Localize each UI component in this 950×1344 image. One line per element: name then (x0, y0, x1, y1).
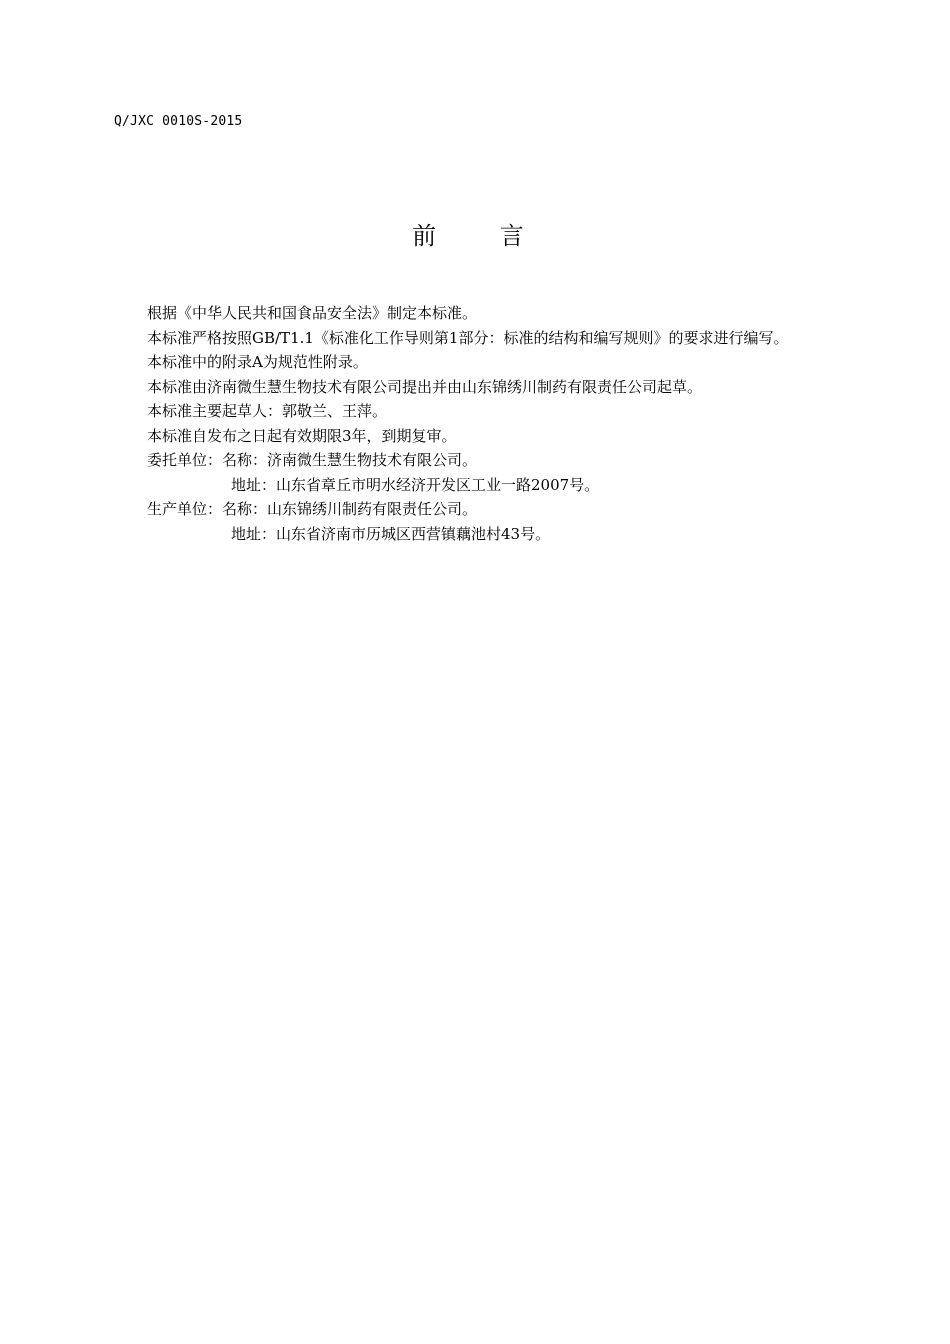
page-title: 前 言 (412, 222, 552, 250)
paragraph-drafters: 本标准主要起草人：郭敬兰、王萍。 (147, 402, 388, 420)
foreword-body (147, 301, 887, 546)
production-unit-name: 生产单位：名称：山东锦绣川制药有限责任公司。 (147, 500, 478, 518)
paragraph-validity: 本标准自发布之日起有效期限3年，到期复审。 (147, 426, 457, 445)
entrusting-unit-name: 委托单位：名称：济南微生慧生物技术有限公司。 (147, 451, 478, 469)
paragraph-proposer: 本标准由济南微生慧生物技术有限公司提出并由山东锦绣川制药有限责任公司起草。 (147, 377, 703, 396)
paragraph-drafting-rules: 本标准严格按照GB/T1.1《标准化工作导则第1部分：标准的结构和编写规则》的要求进行编写。 (147, 328, 789, 347)
entrusting-unit-address: 地址：山东省章丘市明水经济开发区工业一路2007号。 (231, 475, 600, 494)
paragraph-appendix: 本标准中的附录A为规范性附录。 (147, 353, 368, 371)
production-unit-address: 地址：山东省济南市历城区西营镇藕池村43号。 (231, 524, 551, 543)
document-code: Q/JXC 0010S-2015 (114, 114, 243, 129)
paragraph-legal-basis: 根据《中华人民共和国食品安全法》制定本标准。 (147, 304, 478, 322)
